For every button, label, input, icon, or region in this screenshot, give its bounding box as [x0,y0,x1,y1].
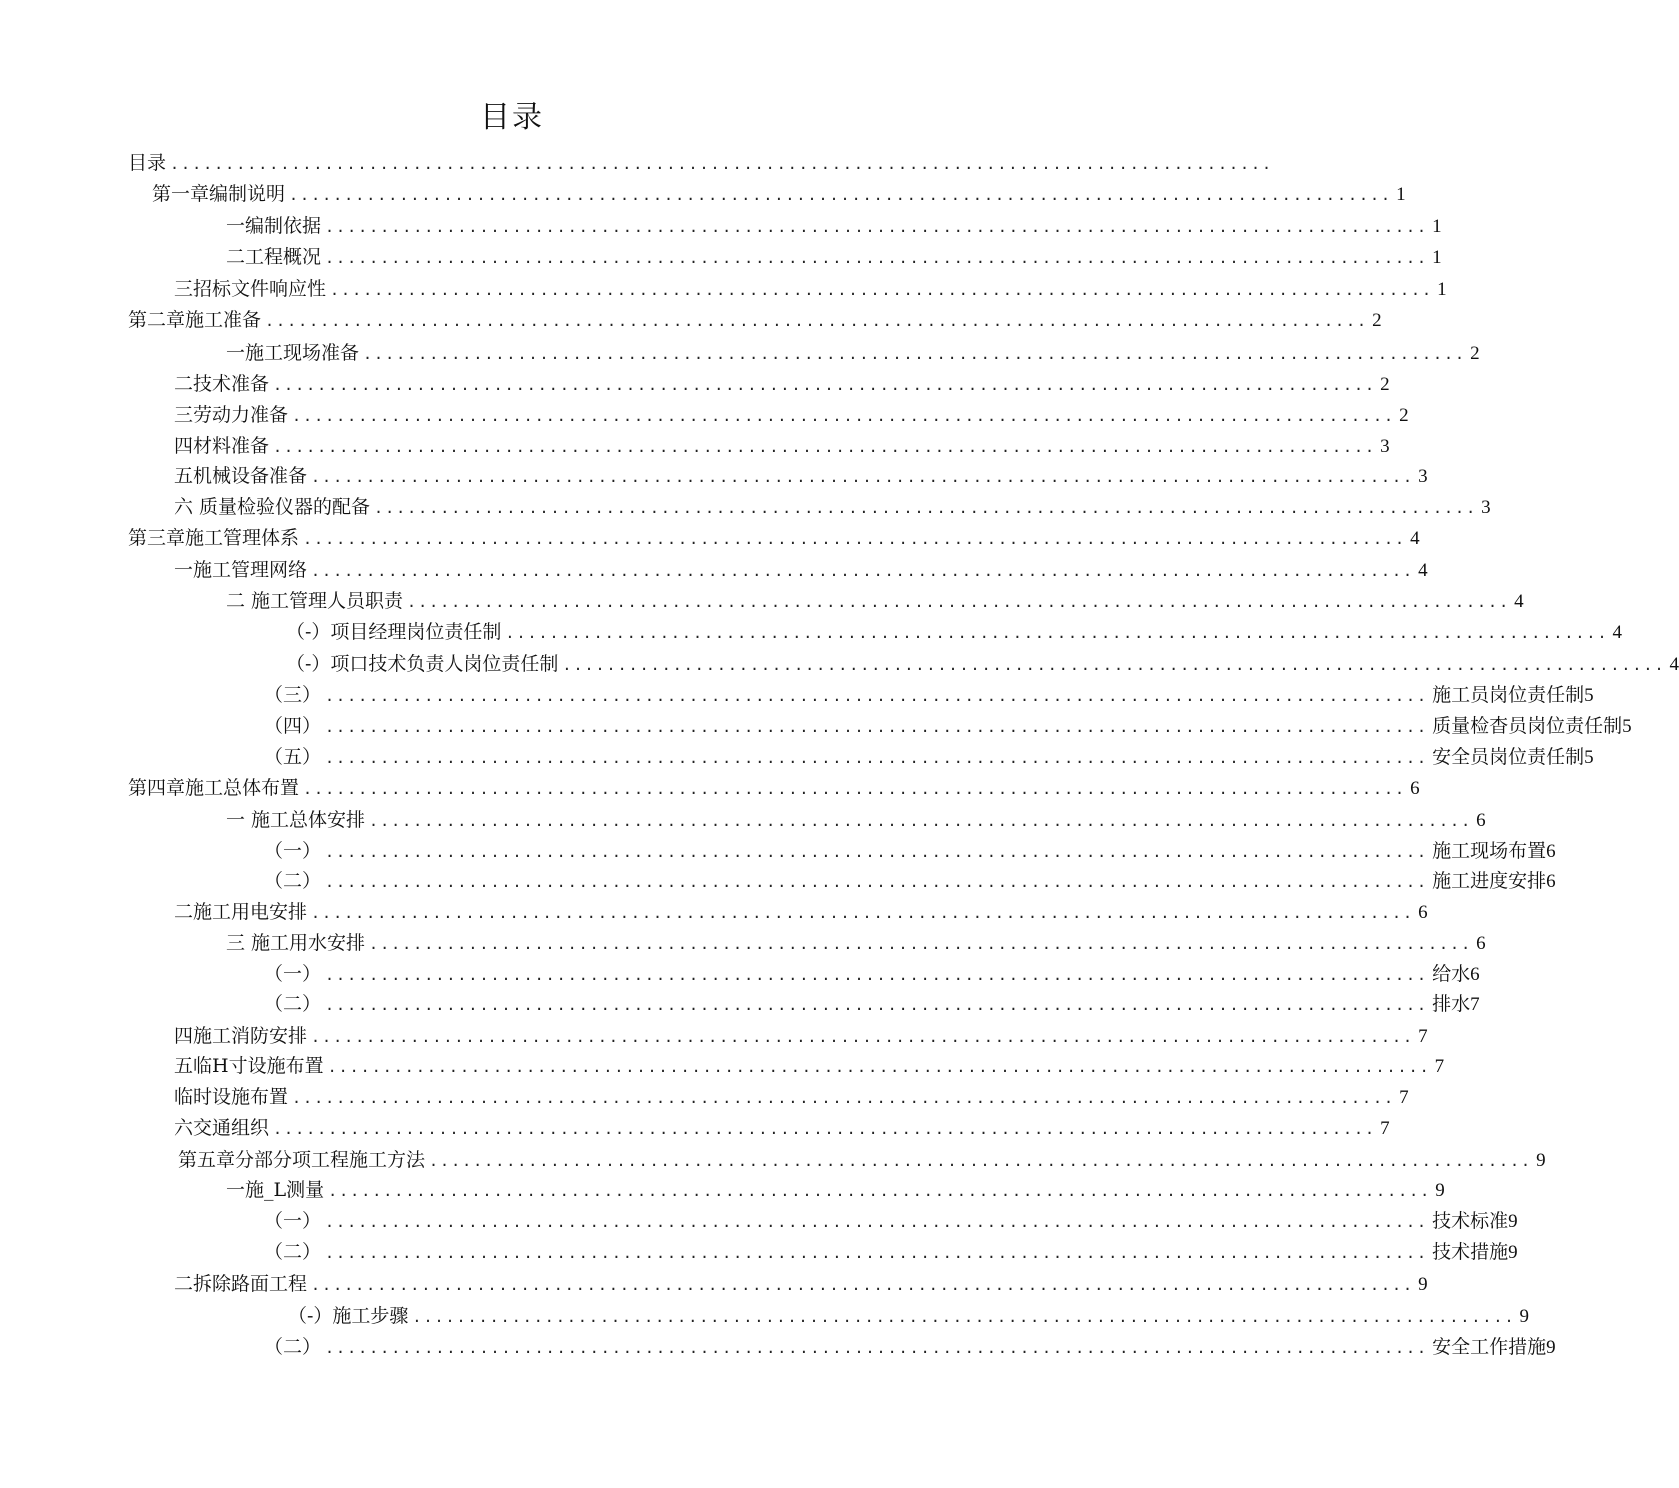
entry-page: 3 [1481,497,1491,518]
leader-dots: .................................................................................................... [273,376,1377,394]
entry-page: 2 [1399,405,1409,426]
leader-dots: .................................................................................................... [328,1182,1432,1200]
toc-entry[interactable] [226,805,1486,835]
entry-text: （二） [264,1336,322,1358]
entry-text: 临时设施布置 [174,1086,289,1108]
entry-text: 二施工用电安排 [174,901,308,923]
leader-dots: .................................................................................................... [505,624,1609,642]
entry-page: 7 [1399,1087,1409,1108]
toc-entry[interactable] [128,148,1274,178]
leader-dots: .................................................................................................... [289,186,1393,204]
entry-page: 1 [1432,247,1442,268]
entry-page: 2 [1470,343,1480,364]
entry-text: （-）施工步骤 [288,1305,409,1327]
leader-dots: .................................................................................................... [374,499,1478,517]
entry-text: 第三章施工管理体系 [128,527,300,549]
toc-entry[interactable] [288,1301,1529,1331]
entry-page: 1 [1432,216,1442,237]
leader-dots: .................................................................................................... [325,1213,1429,1231]
leader-dots: .................................................................................................... [292,1089,1396,1107]
entry-text: 四施工消防安排 [174,1025,308,1047]
entry-text: 一 施工总体安排 [226,809,366,831]
entry-text: 一施工管理网络 [174,559,308,581]
toc-entry[interactable] [226,338,1480,368]
entry-page: 3 [1380,436,1390,457]
toc-entry[interactable] [128,773,1420,803]
toc-entry[interactable] [174,492,1491,522]
entry-page: 4 [1418,560,1428,581]
toc-entry[interactable] [226,586,1524,616]
entry-page: 6 [1470,964,1480,985]
entry-text: 第一章编制说明 [152,183,286,205]
toc-entry[interactable] [128,523,1420,553]
entry-text: 第二章施工准备 [128,309,262,331]
entry-text: （一） [264,1210,322,1232]
leader-dots: .................................................................................................... [273,438,1377,456]
leader-dots: .................................................................................................... [325,687,1429,705]
entry-page: 4 [1410,528,1420,549]
toc-entry[interactable] [264,1237,1518,1267]
leader-dots: .................................................................................................... [311,468,1415,486]
entry-label: 安全工作措施 [1432,1336,1547,1358]
entry-text: 第五章分部分项工程施工方法 [178,1149,426,1171]
toc-title: 目录 [480,100,544,135]
entry-page: 5 [1584,685,1594,706]
entry-text: （三） [264,684,322,706]
entry-text: 六交通组织 [174,1117,270,1139]
entry-page: 1 [1396,184,1406,205]
leader-dots: .................................................................................................... [303,530,1407,548]
entry-page: 7 [1470,994,1480,1015]
toc-entry[interactable] [174,1021,1428,1051]
entry-page: 9 [1508,1242,1518,1263]
entry-label: 施工员岗位责任制 [1432,684,1585,706]
entry-page: 1 [1437,279,1447,300]
toc-entry[interactable] [264,836,1556,866]
leader-dots: .................................................................................................... [273,1120,1377,1138]
entry-text: （五） [264,746,322,768]
leader-dots: .................................................................................................... [292,407,1396,425]
entry-text: （四） [264,715,322,737]
entry-page: 9 [1519,1306,1529,1327]
toc-entry[interactable] [174,897,1428,927]
leader-dots: .................................................................................................... [303,780,1407,798]
toc-entry[interactable] [226,211,1442,241]
entry-label: 安全员岗位责任制 [1432,746,1585,768]
entry-page: 3 [1418,466,1428,487]
entry-page: 9 [1435,1180,1445,1201]
entry-text: 一施工现场准备 [226,342,360,364]
leader-dots: .................................................................................................... [429,1152,1533,1170]
entry-text: 二拆除路面工程 [174,1273,308,1295]
leader-dots: .................................................................................................... [170,155,1274,173]
entry-page: 6 [1476,810,1486,831]
toc-entry[interactable] [174,1113,1390,1143]
leader-dots: .................................................................................................... [407,593,1511,611]
toc-entry[interactable] [264,680,1594,710]
toc-entry[interactable] [264,742,1594,772]
entry-page: 2 [1380,374,1390,395]
toc-entry[interactable] [174,1082,1409,1112]
entry-text: 六 质量检验仪器的配备 [174,496,371,518]
entry-label: 施工进度安排 [1432,870,1547,892]
entry-text: 一编制依据 [226,215,322,237]
leader-dots: .................................................................................................... [327,1058,1431,1076]
entry-label: 技术措施 [1432,1241,1509,1263]
leader-dots: .................................................................................................... [325,1339,1429,1357]
entry-text: 二工程概况 [226,246,322,268]
toc-entry[interactable] [174,1269,1428,1299]
entry-text: （一） [264,840,322,862]
entry-page: 6 [1546,841,1556,862]
entry-text: 五机械设备准备 [174,465,308,487]
entry-page: 6 [1410,778,1420,799]
leader-dots: .................................................................................................... [311,1028,1415,1046]
entry-page: 4 [1669,654,1679,675]
entry-text: （一） [264,963,322,985]
leader-dots: .................................................................................................... [325,996,1429,1014]
entry-text: 目录 [128,152,167,174]
toc-entry[interactable] [174,1051,1445,1081]
entry-text: 二 施工管理人员职责 [226,590,404,612]
toc-entry[interactable] [174,274,1447,304]
entry-page: 6 [1546,871,1556,892]
entry-text: 五临H寸设施布置 [174,1055,324,1077]
entry-text: 二技术准备 [174,373,270,395]
leader-dots: .................................................................................................... [325,1244,1429,1262]
entry-label: 排水 [1432,993,1471,1015]
entry-label: 施工现场布置 [1432,840,1547,862]
leader-dots: .................................................................................................... [311,1276,1415,1294]
entry-text: 三 施工用水安排 [226,932,366,954]
toc-entry[interactable] [174,461,1428,491]
entry-page: 5 [1622,716,1632,737]
entry-page: 6 [1418,902,1428,923]
entry-page: 7 [1380,1118,1390,1139]
entry-text: （二） [264,1241,322,1263]
entry-page: 5 [1584,747,1594,768]
leader-dots: .................................................................................................... [369,812,1473,830]
leader-dots: .................................................................................................... [330,281,1434,299]
entry-text: （-）项口技术负责人岗位责任制 [286,653,559,675]
toc-entry[interactable] [226,242,1442,272]
toc-entry[interactable] [226,1175,1445,1205]
toc-entry[interactable] [264,989,1480,1019]
toc-entry[interactable] [264,1206,1518,1236]
toc-entry[interactable] [152,179,1406,209]
entry-page: 6 [1476,933,1486,954]
toc-entry[interactable] [286,617,1622,647]
leader-dots: .................................................................................................... [562,656,1666,674]
leader-dots: .................................................................................................... [325,966,1429,984]
entry-text: 第四章施工总体布置 [128,777,300,799]
leader-dots: .................................................................................................... [325,843,1429,861]
entry-text: （二） [264,993,322,1015]
entry-text: 三劳动力准备 [174,404,289,426]
entry-text: 一施_L测量 [226,1179,325,1201]
toc-entry[interactable] [264,711,1632,741]
entry-page: 9 [1508,1211,1518,1232]
entry-text: 三招标文件响应性 [174,278,327,300]
entry-page: 4 [1514,591,1524,612]
leader-dots: .................................................................................................... [325,718,1429,736]
entry-text: 四材料准备 [174,435,270,457]
toc-entry[interactable] [174,431,1390,461]
toc-entry[interactable] [264,1332,1556,1362]
entry-label: 给水 [1432,963,1471,985]
leader-dots: .................................................................................................... [369,935,1473,953]
leader-dots: .................................................................................................... [311,562,1415,580]
leader-dots: .................................................................................................... [325,873,1429,891]
leader-dots: .................................................................................................... [412,1308,1516,1326]
leader-dots: .................................................................................................... [265,312,1369,330]
entry-text: （-）项目经理岗位责任制 [286,621,502,643]
entry-page: 9 [1546,1337,1556,1358]
toc-entry[interactable] [264,959,1480,989]
toc-entry[interactable] [226,928,1486,958]
entry-label: 技术标准 [1432,1210,1509,1232]
toc-entry[interactable] [174,369,1390,399]
leader-dots: .................................................................................................... [325,249,1429,267]
leader-dots: .................................................................................................... [325,749,1429,767]
entry-page: 7 [1418,1026,1428,1047]
entry-page: 7 [1434,1056,1445,1077]
leader-dots: .................................................................................................... [363,345,1467,363]
toc-entry[interactable] [286,649,1679,679]
entry-page: 9 [1536,1150,1546,1171]
toc-entry[interactable] [128,305,1382,335]
toc-entry[interactable] [264,866,1556,896]
leader-dots: .................................................................................................... [325,218,1429,236]
entry-page: 2 [1372,310,1382,331]
toc-entry[interactable] [174,555,1428,585]
entry-text: （二） [264,870,322,892]
entry-page: 9 [1418,1274,1428,1295]
toc-entry[interactable] [174,400,1409,430]
entry-page: 4 [1612,622,1622,643]
toc-entry[interactable] [178,1145,1546,1175]
leader-dots: .................................................................................................... [311,904,1415,922]
entry-label: 质量检杳员岗位责任制 [1432,715,1623,737]
